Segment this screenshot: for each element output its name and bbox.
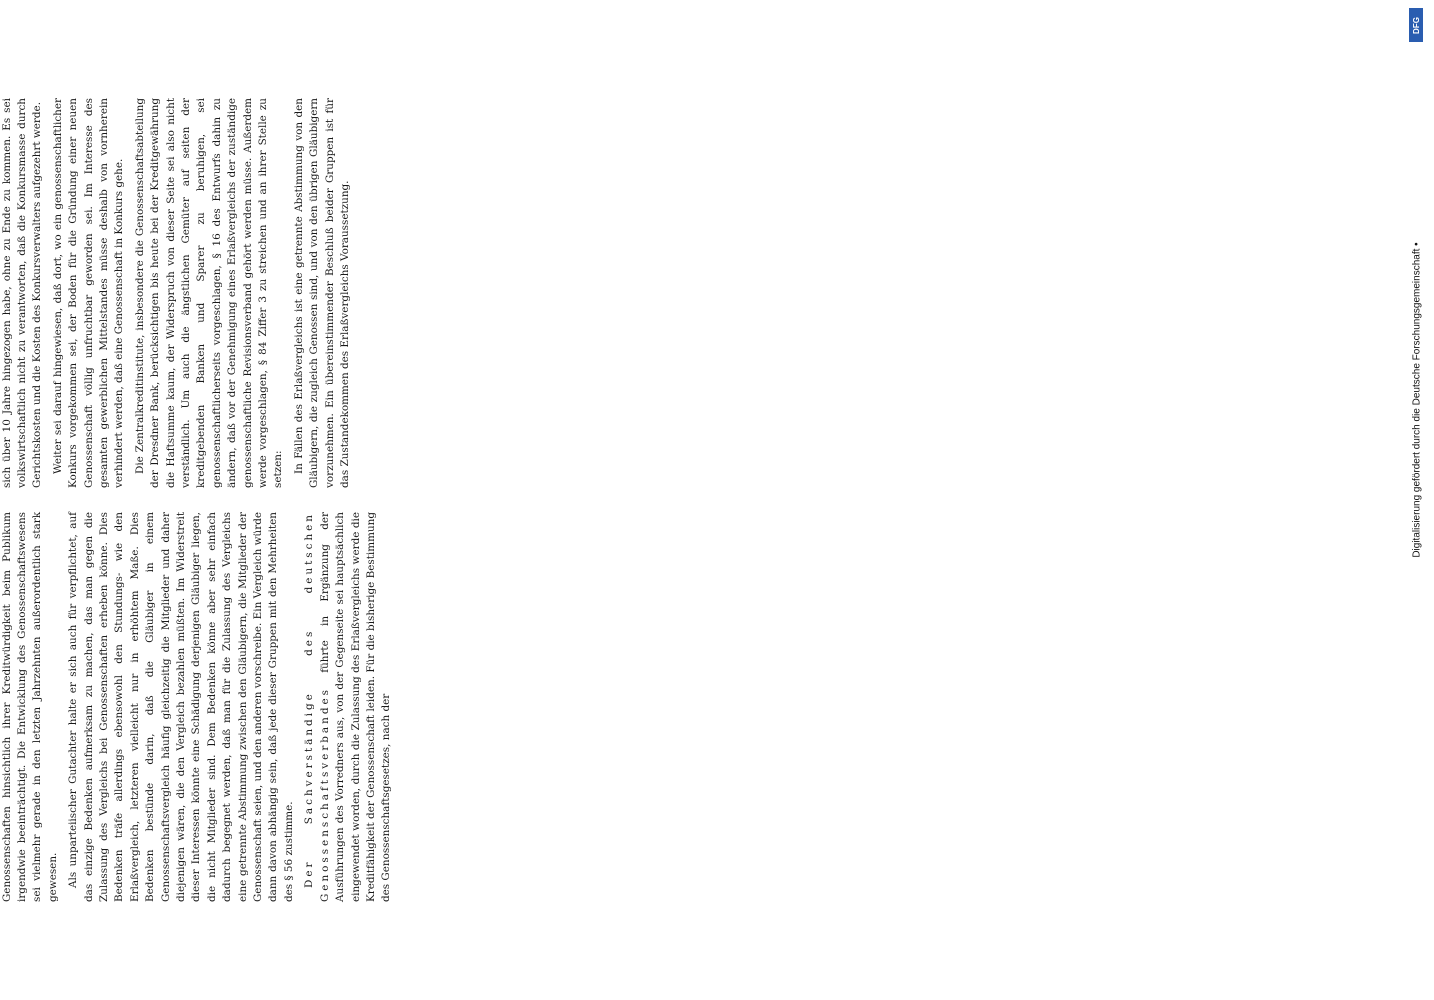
expert-text: führte in Ergänzung der Ausführungen des Vorredners aus, von der Gegenseite sei hauptsächlich eingewendet worden, durch die Zulassung des Erlaßvergleichs werde die Kreditfähigkeit der Genossenschaft leiden. Für die bisherige Bestimmung des Genossenschaftsgesetzes, nach der bbox=[318, 512, 393, 902]
paragraph: Als unparteiischer Gutachter halte er sich auch für verpflichtet, auf das einzige Bedenken aufmerksam zu machen, das man gegen die Zulassung des Vergleichs bei Genossenschaften erheben könne. Dies Bedenken träfe allerdings ebensowohl den Stundungs- wie den Erlaßvergleich, letzteren vielleicht nur in erhöhtem Maße. Dies Bedenken bestünde darin, daß die Gläubiger in einem Genossenschaftsvergleich häufig gleichzeitig die Mitglieder und daher diejenigen wären, die den Vergleich bezahlen müßten. Im Widerstreit dieser Interessen könnte eine Schädigung derjenigen Gläubiger liegen, die nicht Mitglieder sind. Dem Bedenken könne aber sehr einfach dadurch begegnet werden, daß man für die Zulassung des Vergleichs eine getrennte Abstimmung zwischen den Gläubigern, die Mitglieder der Genossenschaft seien, und den anderen vorschreibe. Ein Vergleich würde dann davon abhängig sein, daß jede dieser Gruppen mit den Mehrheiten des § 56 zustimme. bbox=[67, 512, 295, 902]
dfg-credit-text: Digitalisierung gefördert durch die Deutsche Forschungsgemeinschaft • bbox=[1411, 242, 1423, 558]
paragraph: sich über 10 Jahre hingezogen habe, ohne zu Ende zu kommen. Es sei volkswirtschaftlich nicht zu verantworten, daß die Konkursmasse durch Gerichtskosten und die Kosten des Konkursverwalters aufgezehrt werde. bbox=[0, 98, 44, 488]
paragraph-proposal: In Fällen des Erlaßvergleichs ist eine getrennte Abstimmung von den Gläubigern, die zugleich Genossen sind, und von den übrigen Gläubigern vorzunehmen. Ein übereinstimmender Beschluß beider Gruppen ist für das Zustandekommen des Erlaßvergleichs Voraussetzung. bbox=[292, 98, 352, 488]
paragraph: Die Zentralkreditinstitute, insbesondere die Genossenschaftsabteilung der Dresdner Bank, berücksichtigen bis heute bei der Kreditgewährung die Haftsumme kaum, der Widerspruch von dieser Seite sei also nicht verständlich. Um auch die ängstlichen Gemüter auf seiten der kreditgebenden Banken und Sparer zu beruhigen, sei genossenschaftlicherseits vorgeschlagen, § 16 des Entwurfs dahin zu ändern, daß vor der Genehmigung eines Erlaßvergleichs der zuständige genossenschaftliche Revisionsverband gehört werden müsse. Außerdem werde vorgeschlagen, § 84 Ziffer 3 zu streichen und an ihrer Stelle zu setzen: bbox=[133, 98, 285, 488]
paragraph-expert bbox=[302, 512, 394, 902]
paragraph: Weiter sei darauf hingewiesen, daß dort, wo ein genossenschaftlicher Konkurs vorgekommen sei, der Boden für die Gründung einer neuen Genossenschaft völlig unfruchtbar geworden sei. Im Interesse des gesamten gewerblichen Mittelstandes müsse deshalb von vornherein verhindert werden, daß eine Genossenschaft in Konkurs gehe. bbox=[51, 98, 126, 488]
rotated-page bbox=[0, 80, 920, 920]
text-column-left bbox=[0, 512, 395, 902]
digitization-sidebar bbox=[1404, 0, 1430, 1000]
expert-title: Der Sachverständige des deutschen Genossenschaftsverbandes bbox=[303, 512, 331, 902]
paragraph: Genossenschaften hinsichtlich ihrer Kreditwürdigkeit beim Publikum irgendwie beeinträchtigt. Die Entwicklung des Genossenschaftswesens sei vielmehr gerade in den letzten Jahrzehnten außerordentlich stark gewesen. bbox=[0, 512, 59, 902]
text-column-right bbox=[0, 98, 354, 488]
dfg-badge-label: DFG bbox=[1411, 16, 1421, 34]
dfg-logo-icon bbox=[1409, 8, 1423, 42]
